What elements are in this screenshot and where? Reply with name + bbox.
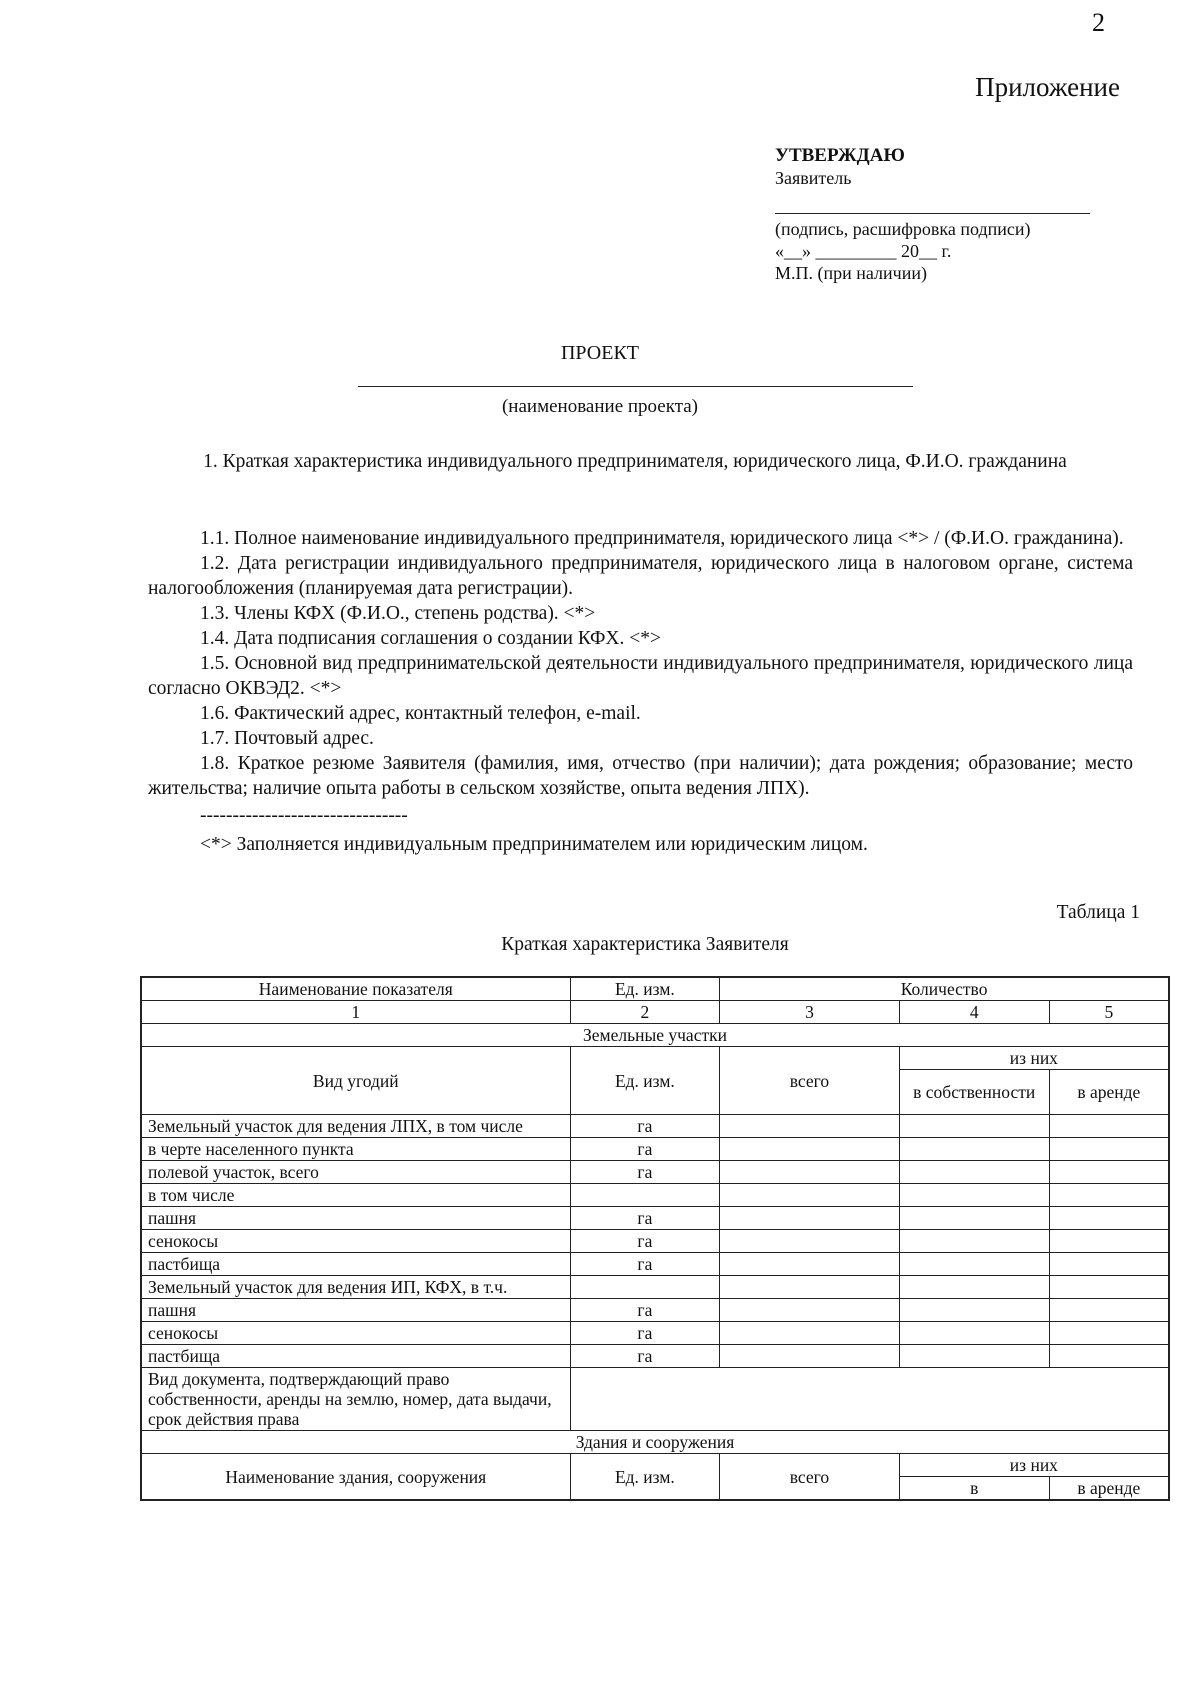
column-number-row [141, 1001, 1169, 1024]
land-row-name: пашня [141, 1207, 570, 1230]
item-1-6: 1.6. Фактический адрес, контактный телефон, e-mail. [200, 703, 641, 724]
header-indicator: Наименование показателя [141, 977, 570, 1001]
land-row-total [720, 1253, 900, 1276]
project-name-line [358, 386, 913, 387]
land-row-owned [899, 1345, 1049, 1368]
land-row-total [720, 1184, 900, 1207]
table-title: Краткая характеристика Заявителя [501, 934, 789, 955]
land-row-name: полевой участок, всего [141, 1161, 570, 1184]
applicant-table [140, 976, 1170, 1501]
land-row-unit [570, 1184, 720, 1207]
land-row-leased [1049, 1253, 1169, 1276]
table-row [141, 1322, 1169, 1345]
section-title: 1. Краткая характеристика индивидуального предпринимателя, юридического лица, Ф.И.О. гражданина [203, 451, 1067, 472]
table-row [141, 1207, 1169, 1230]
col-number: 2 [570, 1001, 720, 1024]
land-row-total [720, 1299, 900, 1322]
land-row-owned [899, 1161, 1049, 1184]
land-owned-header: в собственности [899, 1070, 1049, 1115]
buildings-of-which: из них [899, 1454, 1169, 1477]
land-row-unit: га [570, 1230, 720, 1253]
land-row-leased [1049, 1207, 1169, 1230]
land-row-owned [899, 1115, 1049, 1138]
appendix-label: Приложение [975, 72, 1120, 102]
document-row-value [570, 1368, 1169, 1431]
land-row-name: Земельный участок для ведения ЛПХ, в том числе [141, 1115, 570, 1138]
seal-note: М.П. (при наличии) [775, 263, 927, 283]
land-row-name: пашня [141, 1299, 570, 1322]
land-row-unit: га [570, 1345, 720, 1368]
land-row-leased [1049, 1184, 1169, 1207]
item-1-1: 1.1. Полное наименование индивидуального предпринимателя, юридического лица <*> / (Ф.И.О. гражданина). [200, 528, 1124, 549]
table-row [141, 1276, 1169, 1299]
item-1-3: 1.3. Члены КФХ (Ф.И.О., степень родства). <*> [200, 603, 596, 624]
land-row-leased [1049, 1299, 1169, 1322]
land-unit-header: Ед. изм. [570, 1047, 720, 1115]
section-body [148, 526, 1133, 857]
land-row-unit: га [570, 1161, 720, 1184]
land-row-name: в черте населенного пункта [141, 1138, 570, 1161]
land-of-which: из них [899, 1047, 1169, 1070]
land-row-name: пастбища [141, 1253, 570, 1276]
buildings-owned-header: в [899, 1477, 1049, 1501]
land-row-leased [1049, 1115, 1169, 1138]
land-row-leased [1049, 1161, 1169, 1184]
land-row-owned [899, 1253, 1049, 1276]
land-row-owned [899, 1207, 1049, 1230]
table-row [141, 1230, 1169, 1253]
land-row-owned [899, 1322, 1049, 1345]
buildings-total-header: всего [720, 1454, 900, 1501]
table-row [141, 1184, 1169, 1207]
buildings-section-title: Здания и сооружения [141, 1431, 1169, 1454]
item-1-7: 1.7. Почтовый адрес. [200, 728, 374, 749]
header-row [141, 977, 1169, 1001]
land-row-unit: га [570, 1253, 720, 1276]
land-row-unit: га [570, 1322, 720, 1345]
buildings-name-header: Наименование здания, сооружения [141, 1454, 570, 1501]
item-1-2: 1.2. Дата регистрации индивидуального предпринимателя, юридического лица в налоговом органе, система налогообложения (планируемая дата регистрации). [148, 553, 1133, 599]
land-section-title: Земельные участки [141, 1024, 1169, 1047]
footnote: <*> Заполняется индивидуальным предпринимателем или юридическим лицом. [200, 834, 868, 855]
table-row [141, 1345, 1169, 1368]
signature-line [775, 189, 1090, 214]
land-row-unit: га [570, 1207, 720, 1230]
land-row-leased [1049, 1276, 1169, 1299]
table-row [141, 1115, 1169, 1138]
land-row-owned [899, 1299, 1049, 1322]
table-number: Таблица 1 [1056, 902, 1140, 923]
land-row-unit [570, 1276, 720, 1299]
table-row [141, 1161, 1169, 1184]
item-1-4: 1.4. Дата подписания соглашения о создании КФХ. <*> [200, 628, 662, 649]
land-row-owned [899, 1276, 1049, 1299]
table-row [141, 1368, 1169, 1431]
signature-caption: (подпись, расшифровка подписи) [775, 219, 1031, 239]
land-leased-header: в аренде [1049, 1070, 1169, 1115]
land-row-name: сенокосы [141, 1322, 570, 1345]
land-row-leased [1049, 1230, 1169, 1253]
col-number: 4 [899, 1001, 1049, 1024]
land-row-total [720, 1322, 900, 1345]
project-name-caption: (наименование проекта) [501, 396, 698, 417]
land-row-total [720, 1345, 900, 1368]
table-row [141, 1253, 1169, 1276]
land-row-owned [899, 1138, 1049, 1161]
land-row-leased [1049, 1322, 1169, 1345]
land-row-owned [899, 1184, 1049, 1207]
col-number: 1 [141, 1001, 570, 1024]
land-row-total [720, 1115, 900, 1138]
land-subheader-row [141, 1047, 1169, 1070]
land-row-leased [1049, 1345, 1169, 1368]
item-1-8: 1.8. Краткое резюме Заявителя (фамилия, имя, отчество (при наличии); дата рождения; образование; место жительства; наличие опыта работы в сельском хозяйстве, опыта ведения ЛПХ). [148, 753, 1133, 799]
land-row-leased [1049, 1138, 1169, 1161]
land-row-name: Земельный участок для ведения ИП, КФХ, в т.ч. [141, 1276, 570, 1299]
land-row-unit: га [570, 1115, 720, 1138]
table-row [141, 1299, 1169, 1322]
land-row-name: в том числе [141, 1184, 570, 1207]
land-row-unit: га [570, 1138, 720, 1161]
buildings-unit-header: Ед. изм. [570, 1454, 720, 1501]
document-row-label: Вид документа, подтверждающий право собственности, аренды на землю, номер, дата выдачи, срок действия права [141, 1368, 570, 1431]
project-title: ПРОЕКТ [560, 342, 640, 364]
land-row-unit: га [570, 1299, 720, 1322]
approval-subtitle: Заявитель [775, 168, 852, 188]
land-row-total [720, 1276, 900, 1299]
land-row-owned [899, 1230, 1049, 1253]
land-total-header: всего [720, 1047, 900, 1115]
page-number: 2 [1092, 8, 1105, 37]
buildings-leased-header: в аренде [1049, 1477, 1169, 1501]
approval-block [775, 145, 1090, 284]
col-number: 5 [1049, 1001, 1169, 1024]
footnote-separator: -------------------------------- [200, 805, 408, 826]
land-row-total [720, 1138, 900, 1161]
col-number: 3 [720, 1001, 900, 1024]
item-1-5: 1.5. Основной вид предпринимательской деятельности индивидуального предпринимателя, юридического лица согласно ОКВЭД2. <*> [148, 653, 1133, 699]
land-type-header: Вид угодий [141, 1047, 570, 1115]
header-unit: Ед. изм. [570, 977, 720, 1001]
land-row-name: пастбища [141, 1345, 570, 1368]
approval-date-line: «__» _________ 20__ г. [775, 241, 952, 261]
buildings-subheader-row [141, 1454, 1169, 1477]
buildings-section-row [141, 1431, 1169, 1454]
header-quantity: Количество [720, 977, 1169, 1001]
land-row-total [720, 1230, 900, 1253]
table-row [141, 1138, 1169, 1161]
land-row-total [720, 1207, 900, 1230]
approval-title: УТВЕРЖДАЮ [775, 145, 905, 166]
land-row-name: сенокосы [141, 1230, 570, 1253]
land-section-row [141, 1024, 1169, 1047]
land-row-total [720, 1161, 900, 1184]
